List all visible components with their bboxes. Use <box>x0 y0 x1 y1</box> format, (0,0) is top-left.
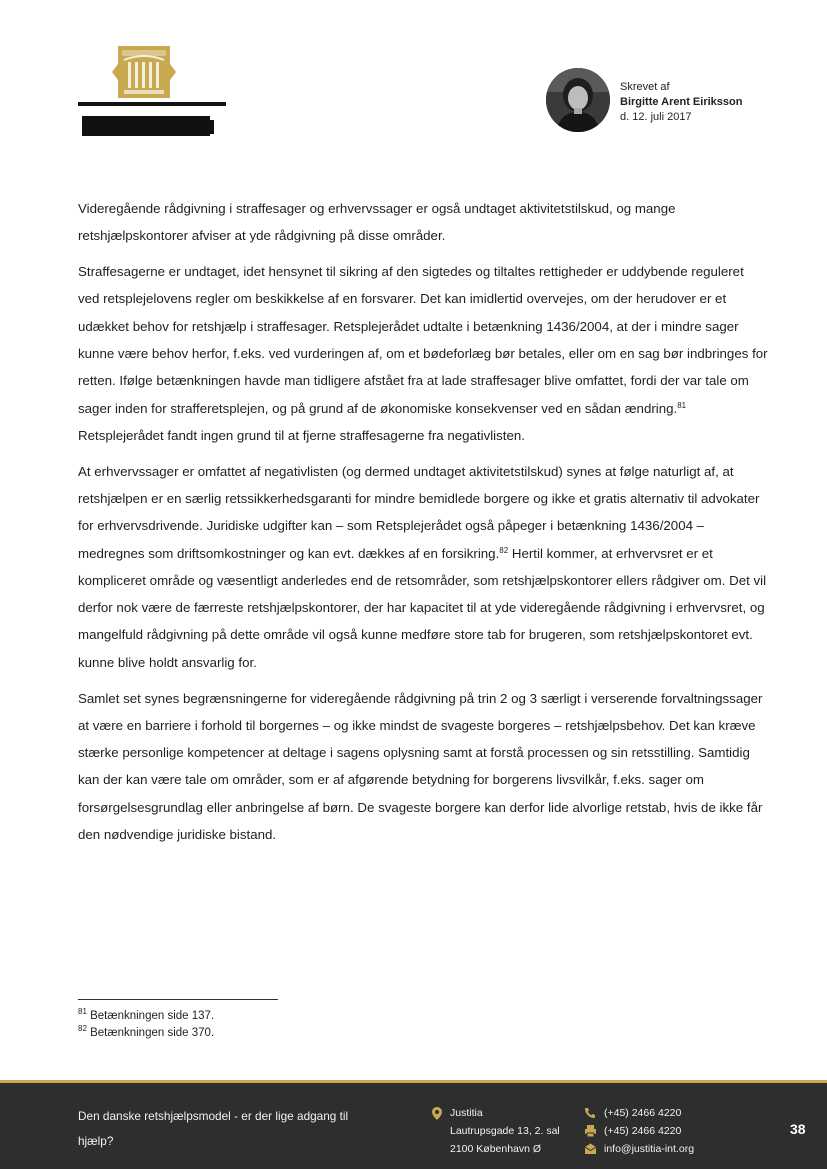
email-link[interactable]: info@justitia-int.org <box>604 1143 695 1155</box>
paragraph-text: At erhvervssager er omfattet af negativlisten (og dermed undtaget aktivitetstilskud) synes at følge naturligt af, at retshjælpen er en særlig retssikkerhedsgaranti for mindre bemidlede borgere og ikke et gratis alternativ til advokater for erhvervsdrivende. Juridiske udgifter kan – som Retsplejerådet også påpeger i betænkning 1436/2004 – medregnes som driftsomkostninger og kan evt. dækkes af en forsikring. <box>78 463 760 561</box>
author-avatar <box>546 68 610 132</box>
phone-icon <box>584 1107 597 1119</box>
footnote-ref: 81 <box>677 400 687 410</box>
footer-contact <box>584 1104 694 1158</box>
footnote-text: Betænkningen side 137. <box>86 1010 215 1022</box>
paragraph-text: Hertil kommer, at erhvervsret er et kompliceret område og væsentligt anderledes end de retsområder, som retshjælpskontorer ellers rådgiver om. Det vil derfor nok være de færreste retshjælpskontorer, der har kapacitet til at yde videregående rådgivning i erhvervsret, og mangelfuld rådgivning på dette område vil også kunne medføre store tab for brugeren, som retshjælpskontoret evt. kunne blive holdt ansvarlig for. <box>78 545 767 670</box>
phone-number[interactable]: (+45) 2466 4220 <box>604 1107 682 1119</box>
location-pin-icon <box>432 1107 442 1120</box>
contact-email <box>584 1140 694 1158</box>
justitia-logo <box>78 44 226 136</box>
author-portrait-icon <box>546 68 610 132</box>
footnote-text: Betænkningen side 370. <box>86 1027 215 1039</box>
contact-fax <box>584 1122 694 1140</box>
paragraph: Videregående rådgivning i straffesager og erhvervssager er også undtaget aktivitetstilskud, og mange retshjælpskontorer afviser at yde rådgivning på disse områder. <box>78 201 676 244</box>
fax-number[interactable]: (+45) 2466 4220 <box>604 1125 682 1137</box>
author-text <box>620 80 742 125</box>
footer-address <box>432 1104 560 1158</box>
footnote <box>78 1025 214 1042</box>
paragraph: Samlet set synes begrænsningerne for videregående rådgivning på trin 2 og 3 særligt i verserende forvaltningssager at være en barriere i forhold til borgernes – og ikke mindst de svageste borgeres – retshjælpsbehov. Det kan kræve stærke personlige kompetencer at deltage i sagens oplysning samt at forstå processen og sin retsstilling. Samtidig kan der kan være tale om områder, som er af afgørende betydning for borgerens livsvilkår, f.eks. sager om forsørgelsesgrundlag eller anbringelse af børn. De svageste borgere kan derfor lide alvorlige retstab, hvis de ikke får den nødvendige juridiske bistand. <box>78 690 763 843</box>
article-body <box>78 195 768 857</box>
contact-phone <box>584 1104 694 1122</box>
footnote-number: 81 <box>78 1007 87 1016</box>
page-number: 38 <box>790 1121 806 1137</box>
footnotes <box>78 1008 214 1042</box>
author-date: d. 12. juli 2017 <box>620 111 692 123</box>
paragraph <box>78 458 768 676</box>
footnote-number: 82 <box>78 1024 87 1033</box>
footnote <box>78 1008 214 1025</box>
paragraph <box>78 258 768 449</box>
footnote-divider <box>78 999 278 1000</box>
written-by-label: Skrevet af <box>620 81 670 93</box>
envelope-icon <box>584 1143 597 1155</box>
pillar-logo-icon <box>78 44 226 136</box>
author-block <box>546 68 806 134</box>
author-name: Birgitte Arent Eiriksson <box>620 96 743 108</box>
paragraph-text: Retsplejerådet fandt ingen grund til at fjerne straffesagerne fra negativlisten. <box>78 427 525 443</box>
org-name: Justitia <box>450 1107 483 1119</box>
address-city: 2100 København Ø <box>450 1143 542 1155</box>
address-org <box>432 1104 560 1122</box>
address-street: Lautrupsgade 13, 2. sal <box>450 1125 560 1137</box>
footnote-ref: 82 <box>499 545 509 555</box>
footer-title: Den danske retshjælpsmodel - er der lige adgang til hjælp? <box>78 1109 349 1148</box>
fax-icon <box>584 1125 597 1137</box>
page-footer <box>0 1080 827 1169</box>
paragraph-text: Straffesagerne er undtaget, idet hensynet til sikring af den sigtedes og tiltaltes rettigheder er uddybende reguleret ved retsplejelovens regler om beskikkelse af en forsvarer. Det kan imidlertid overvejes, om der herudover er et udækket behov for retshjælp i straffesager. Retsplejerådet udtalte i betænkning 1436/2004, at der i mindre sager kunne være behov herfor, f.eks. ved vurderingen af, om et bødeforlæg bør betales, eller om en sag bør indbringes for retten. Ifølge betænkningen havde man tidligere afstået fra at lade straffesager blive omfattet, fordi der var tale om sager inden for strafferetsplejen, og på grund af de økonomiske konsekvenser ved en sådan ændring. <box>78 264 768 416</box>
